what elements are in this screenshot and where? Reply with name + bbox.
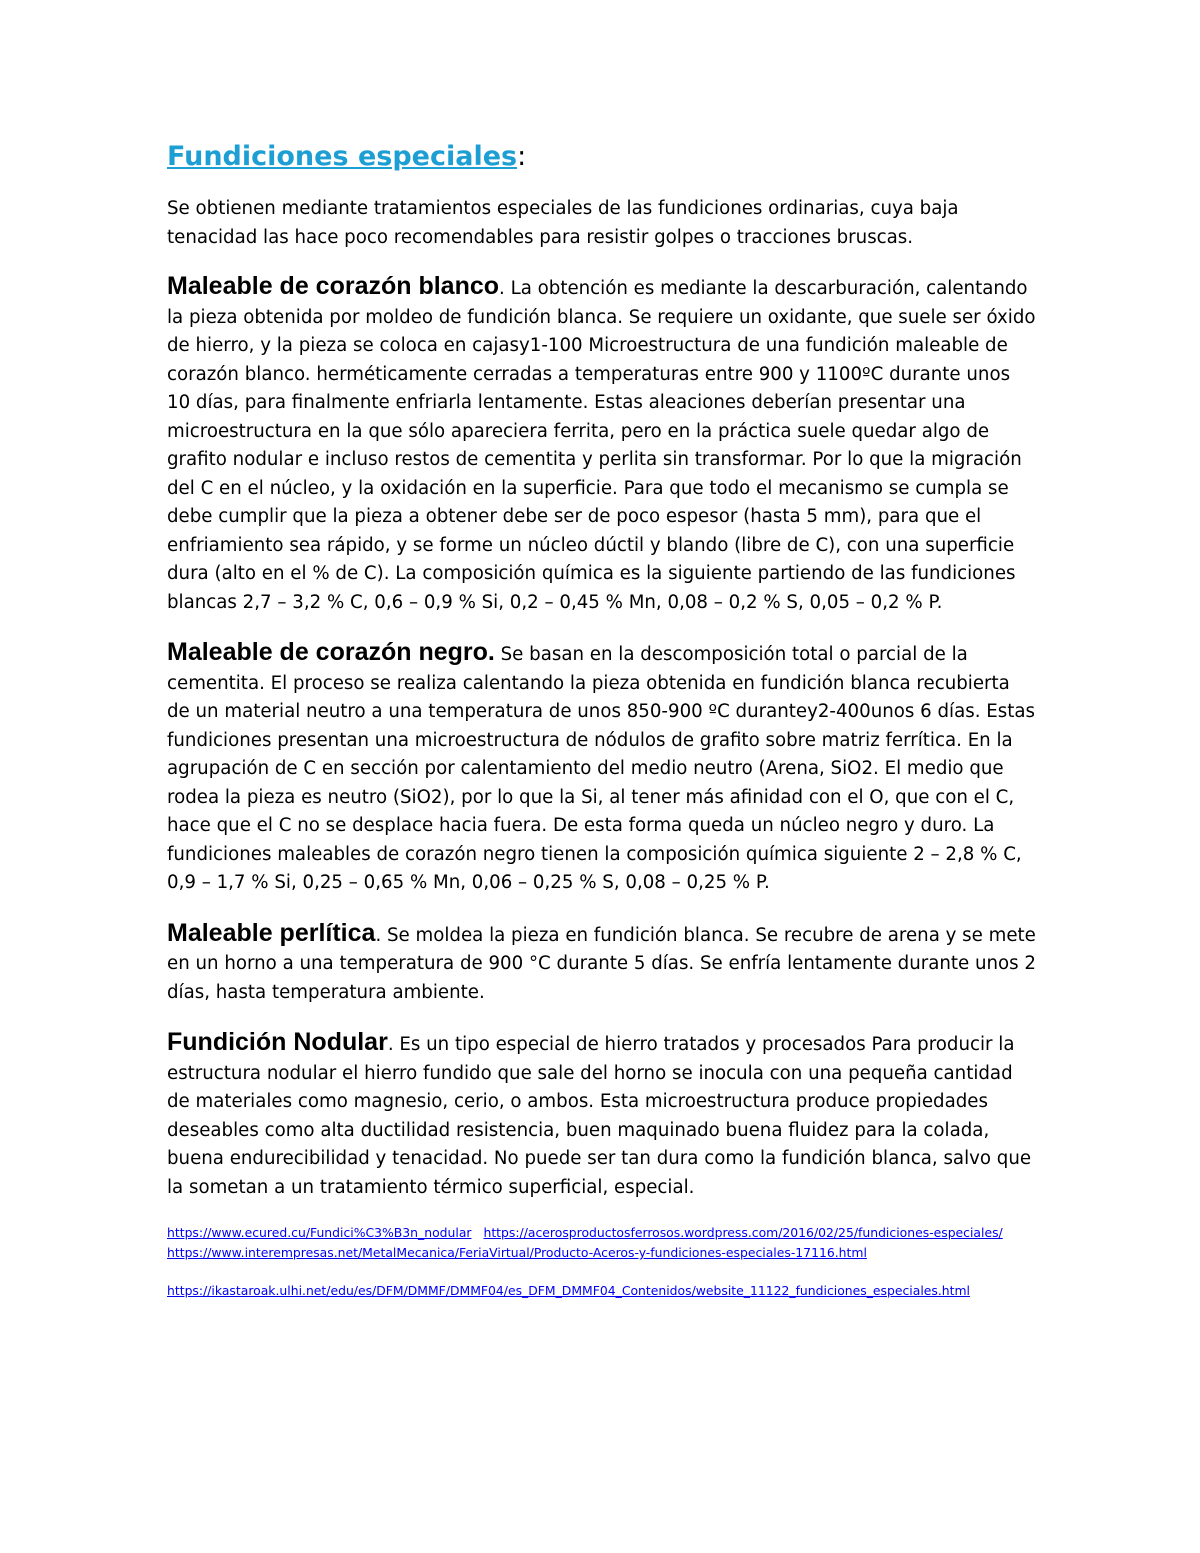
reference-link-interempresas[interactable]: https://www.interempresas.net/MetalMecanica/FeriaVirtual/Producto-Aceros-y-fundiciones-especiales-17116.html <box>167 1245 867 1260</box>
section-body: . La obtención es mediante la descarburación, calentando la pieza obtenida por moldeo de fundición blanca. Se requiere un oxidante, que suele ser óxido de hierro, y la pieza se coloca en cajasy1-100 Microestructura de una fundición maleable de corazón blanco. herméticamente cerradas a temperaturas entre 900 y 1100ºC durante unos 10 días, para finalmente enfriarla lentamente. Estas aleaciones deberían presentar una microestructura en la que sólo apareciera ferrita, pero en la práctica suele quedar algo de grafito nodular e incluso restos de cementita y perlita sin transformar. Por lo que la migración del C en el núcleo, y la oxidación en la superficie. Para que todo el mecanismo se cumpla se debe cumplir que la pieza a obtener debe ser de poco espesor (hasta 5 mm), para que el enfriamiento sea rápido, y se forme un núcleo dúctil y blando (libre de C), con una superficie dura (alto en el % de C). La composición química es la siguiente partiendo de las fundiciones blancas 2,7 – 3,2 % C, 0,6 – 0,9 % Si, 0,2 – 0,45 % Mn, 0,08 – 0,2 % S, 0,05 – 0,2 % P. <box>167 278 1036 613</box>
section-corazon-blanco <box>167 272 1037 617</box>
section-corazon-negro <box>167 638 1037 898</box>
section-heading: Maleable de corazón negro. <box>167 638 495 666</box>
reference-link-wordpress[interactable]: https://acerosproductosferrosos.wordpress.com/2016/02/25/fundiciones-especiales/ <box>483 1225 1003 1240</box>
title-colon: : <box>517 141 527 172</box>
document-content <box>167 141 1037 1301</box>
references-line-2 <box>167 1281 1037 1301</box>
section-heading: Maleable perlítica <box>167 918 376 947</box>
section-heading: Maleable de corazón blanco <box>167 272 500 300</box>
reference-link-ikastaroak[interactable]: https://ikastaroak.ulhi.net/edu/es/DFM/DMMF/DMMF04/es_DFM_DMMF04_Contenidos/website_11122_fundiciones_especiales.html <box>167 1283 971 1298</box>
section-nodular <box>167 1028 1037 1202</box>
reference-link-ecured[interactable]: https://www.ecured.cu/Fundici%C3%B3n_nodular <box>167 1225 472 1240</box>
section-body: . Se moldea la pieza en fundición blanca. Se recubre de arena y se mete en un horno a una temperatura de 900 °C durante 5 días. Se enfría lentamente durante unos 2 días, hasta temperatura ambiente. <box>167 924 1036 1003</box>
page-title <box>167 141 1037 172</box>
section-heading: Fundición Nodular <box>167 1028 388 1056</box>
section-body: Se basan en la descomposición total o parcial de la cementita. El proceso se realiza calentando la pieza obtenida en fundición blanca recubierta de un material neutro a una temperatura de unos 850-900 ºC durantey2-400unos 6 días. Estas fundiciones presentan una microestructura de nódulos de grafito sobre matriz ferrítica. En la agrupación de C en sección por calentamiento del medio neutro (Arena, SiO2. El medio que rodea la pieza es neutro (SiO2), por lo que la Si, al tener más afinidad con el O, que con el C, hace que el C no se desplace hacia fuera. De esta forma queda un núcleo negro y duro. La fundiciones maleables de corazón negro tienen la composición química siguiente 2 – 2,8 % C, 0,9 – 1,7 % Si, 0,25 – 0,65 % Mn, 0,06 – 0,25 % S, 0,08 – 0,25 % P. <box>167 644 1035 893</box>
intro-paragraph: Se obtienen mediante tratamientos especiales de las fundiciones ordinarias, cuya baja tenacidad las hace poco recomendables para resistir golpes o tracciones bruscas. <box>167 198 959 248</box>
section-perlitica <box>167 919 1037 1008</box>
title-link[interactable]: Fundiciones especiales <box>167 141 518 172</box>
section-body: . Es un tipo especial de hierro tratados y procesados Para producir la estructura nodular el hierro fundido que sale del horno se inocula con una pequeña cantidad de materiales como magnesio, cerio, o ambos. Esta microestructura produce propiedades deseables como alta ductilidad resistencia, buen maquinado buena fluidez para la colada, buena endurecibilidad y tenacidad. No puede ser tan dura como la fundición blanca, salvo que la sometan a un tratamiento térmico superficial, especial. <box>167 1034 1032 1198</box>
references-line-1 <box>167 1223 1037 1263</box>
